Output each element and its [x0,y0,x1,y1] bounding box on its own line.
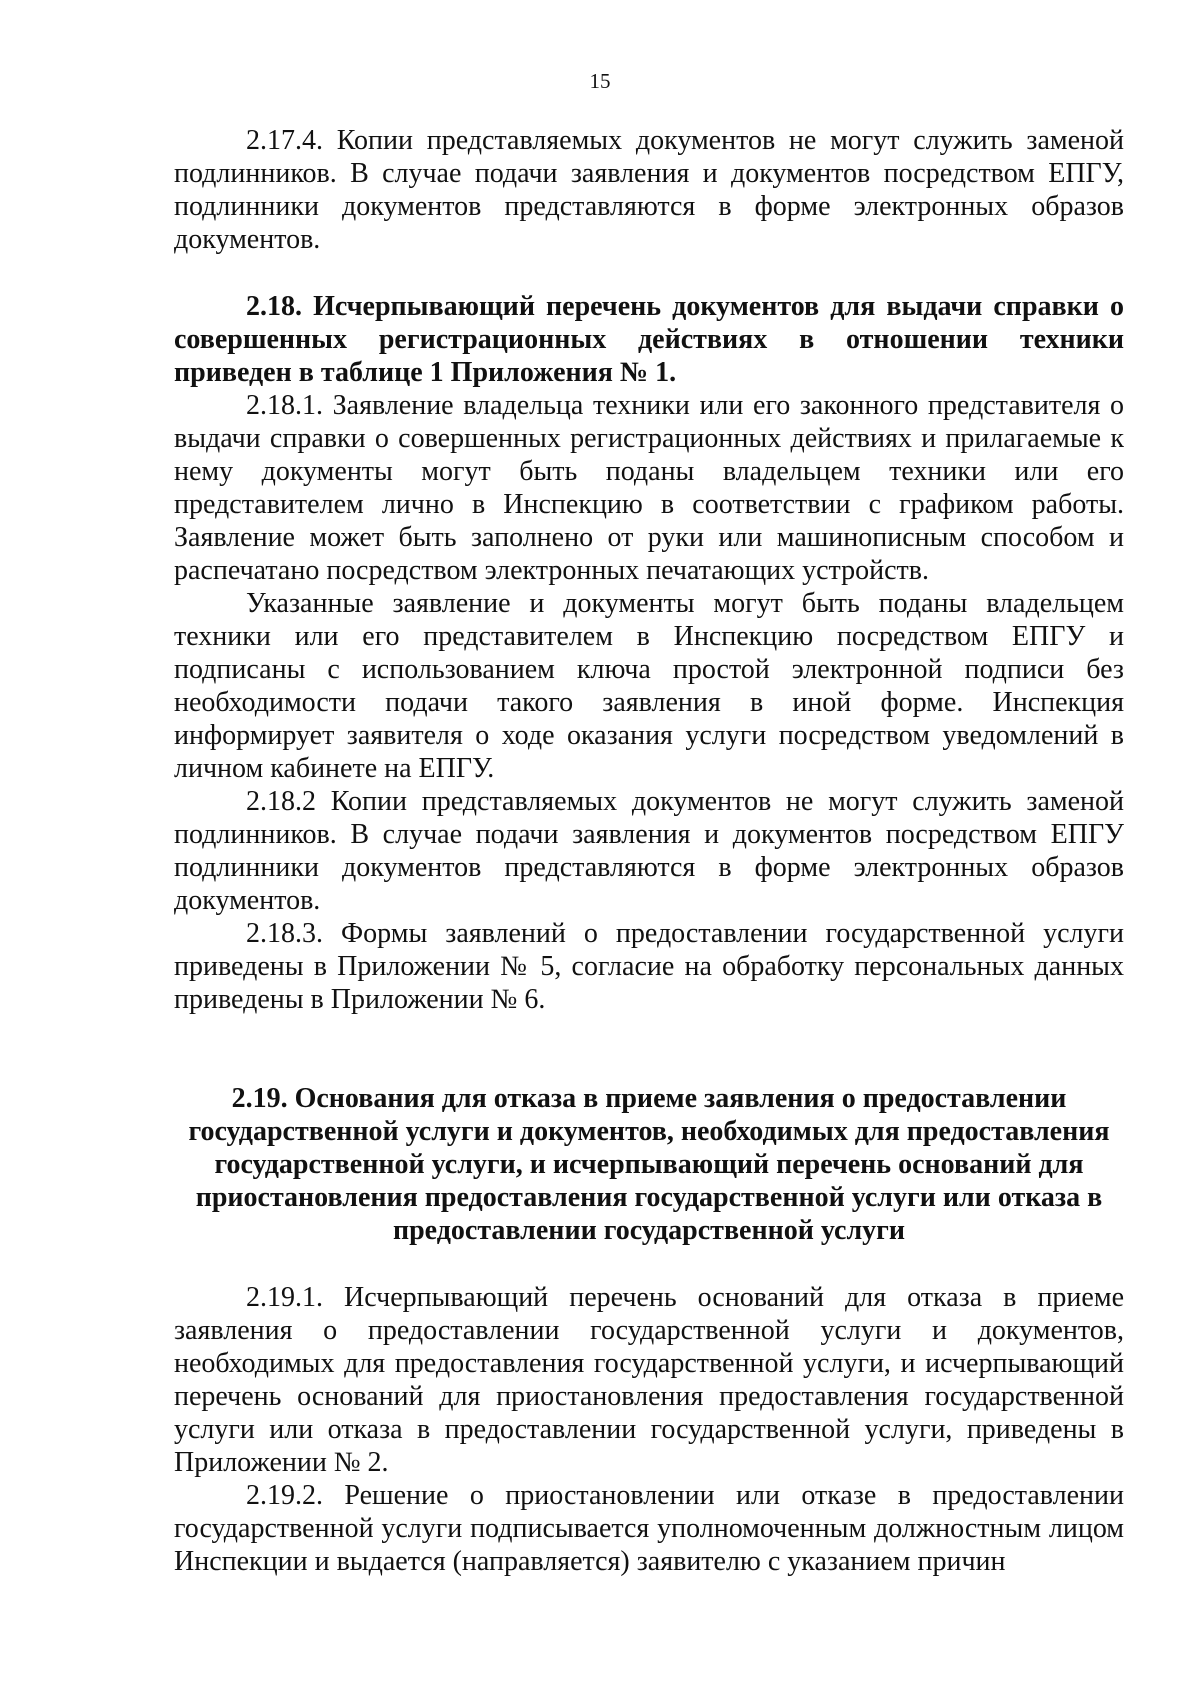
paragraph-2-19-2: 2.19.2. Решение о приостановлении или отказе в предоставлении государственной услуги подписывается уполномоченным должностным лицом Инспекции и выдается (направляется) заявителю с указанием причин [174,1480,1124,1577]
paragraph-2-18-2: 2.18.2 Копии представляемых документов не могут служить заменой подлинников. В случае подачи заявления и документов посредством ЕПГУ подлинники документов представляются в форме электронных образов документов. [174,786,1124,916]
spacer [174,1016,1124,1082]
paragraph-2-18-3: 2.18.3. Формы заявлений о предоставлении государственной услуги приведены в Приложении № 5, согласие на обработку персональных данных приведены в Приложении № 6. [174,918,1124,1015]
section-heading-2-19: 2.19. Основания для отказа в приеме заявления о предоставлении государственной услуги и документов, необходимых для предоставления государственной услуги, и исчерпывающий перечень оснований для приостановления предоставления государственной услуги или отказа в предоставлении государственной услуги [188,1083,1110,1246]
spacer [174,256,1124,290]
page-number: 15 [589,69,611,93]
paragraph-2-18-1-continued: Указанные заявление и документы могут быть поданы владельцем техники или его представителем в Инспекцию посредством ЕПГУ и подписаны с использованием ключа простой электронной подписи без необходимости подачи такого заявления в иной форме. Инспекция информирует заявителя о ходе оказания услуги посредством уведомлений в личном кабинете на ЕПГУ. [174,588,1124,784]
paragraph-2-18-1: 2.18.1. Заявление владельца техники или его законного представителя о выдачи справки о совершенных регистрационных действиях и прилагаемые к нему документы могут быть поданы владельцем техники или его представителем лично в Инспекцию в соответствии с графиком работы. Заявление может быть заполнено от руки или машинописным способом и распечатано посредством электронных печатающих устройств. [174,390,1124,586]
document-body [174,124,1124,1578]
spacer [174,1247,1124,1281]
paragraph-2-17-4: 2.17.4. Копии представляемых документов не могут служить заменой подлинников. В случае подачи заявления и документов посредством ЕПГУ, подлинники документов представляются в форме электронных образов документов. [174,125,1124,255]
paragraph-2-19-1: 2.19.1. Исчерпывающий перечень оснований для отказа в приеме заявления о предоставлении государственной услуги и документов, необходимых для предоставления государственной услуги, и исчерпывающий перечень оснований для приостановления предоставления государственной услуги или отказа в предоставлении государственной услуги, приведены в Приложении № 2. [174,1282,1124,1478]
section-heading-2-18: 2.18. Исчерпывающий перечень документов для выдачи справки о совершенных регистрационных действиях в отношении техники приведен в таблице 1 Приложения № 1. [174,291,1124,388]
